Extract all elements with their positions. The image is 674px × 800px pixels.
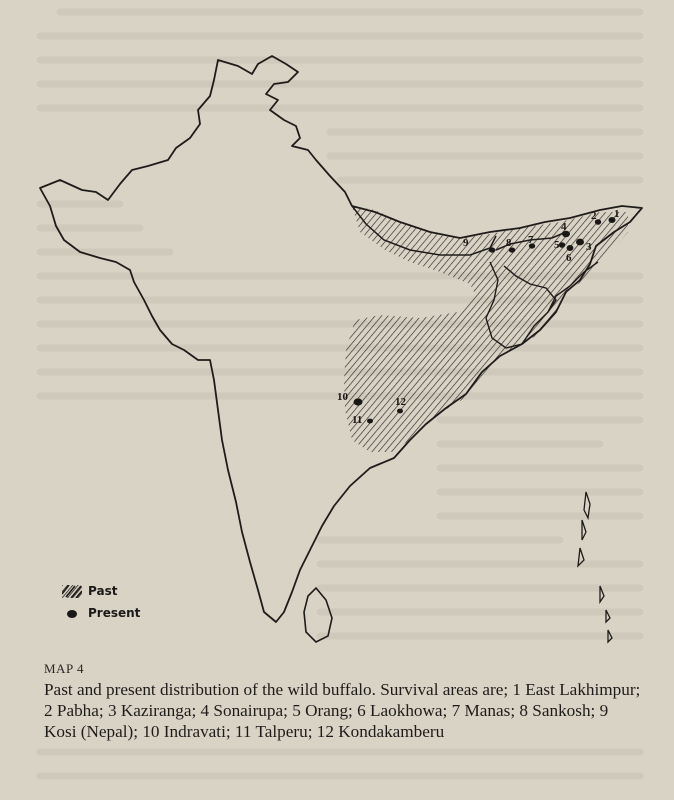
caption-text: Past and present distribution of the wild buffalo. Survival areas are; 1 East Lakhimpur; 2 Pabha; 3 Kaziranga; 4 Sonairupa; 5 Orang; 6 Laokhowa; 7 Manas; 8 Sankosh; 9 Kosi (Nepal); 10 Indravati; 11 Talperu; 12 Kondakamberu: [44, 680, 641, 741]
site-label-12: 12: [395, 396, 406, 408]
figure-caption: [44, 661, 644, 742]
legend-past: [62, 580, 140, 602]
map-number: MAP 4: [44, 661, 84, 676]
site-marker-3: [576, 239, 584, 246]
site-marker-6: [567, 245, 574, 251]
country-outline: [40, 56, 642, 622]
legend-present: [62, 602, 140, 624]
site-label-10: 10: [337, 391, 348, 403]
legend-present-label: Present: [88, 606, 141, 620]
map-legend: [62, 580, 140, 624]
legend-past-label: Past: [88, 584, 118, 598]
site-label-11: 11: [352, 414, 363, 426]
site-label-6: 6: [566, 252, 572, 264]
site-label-2: 2: [591, 210, 597, 222]
site-label-5: 5: [554, 239, 560, 251]
site-label-1: 1: [614, 208, 620, 220]
site-marker-5: [559, 242, 565, 248]
site-marker-9: [489, 247, 495, 252]
site-label-3: 3: [586, 241, 592, 253]
andaman-islands: [578, 492, 612, 642]
site-label-4: 4: [561, 221, 567, 233]
site-label-9: 9: [463, 237, 469, 249]
site-marker-10: [354, 398, 363, 405]
site-marker-12: [397, 409, 403, 414]
dot-swatch-icon: [62, 607, 82, 620]
hatch-swatch-icon: [62, 585, 82, 598]
site-label-7: 7: [528, 234, 534, 246]
site-label-8: 8: [506, 237, 512, 249]
site-marker-11: [367, 419, 373, 424]
sri-lanka-outline: [304, 588, 332, 642]
